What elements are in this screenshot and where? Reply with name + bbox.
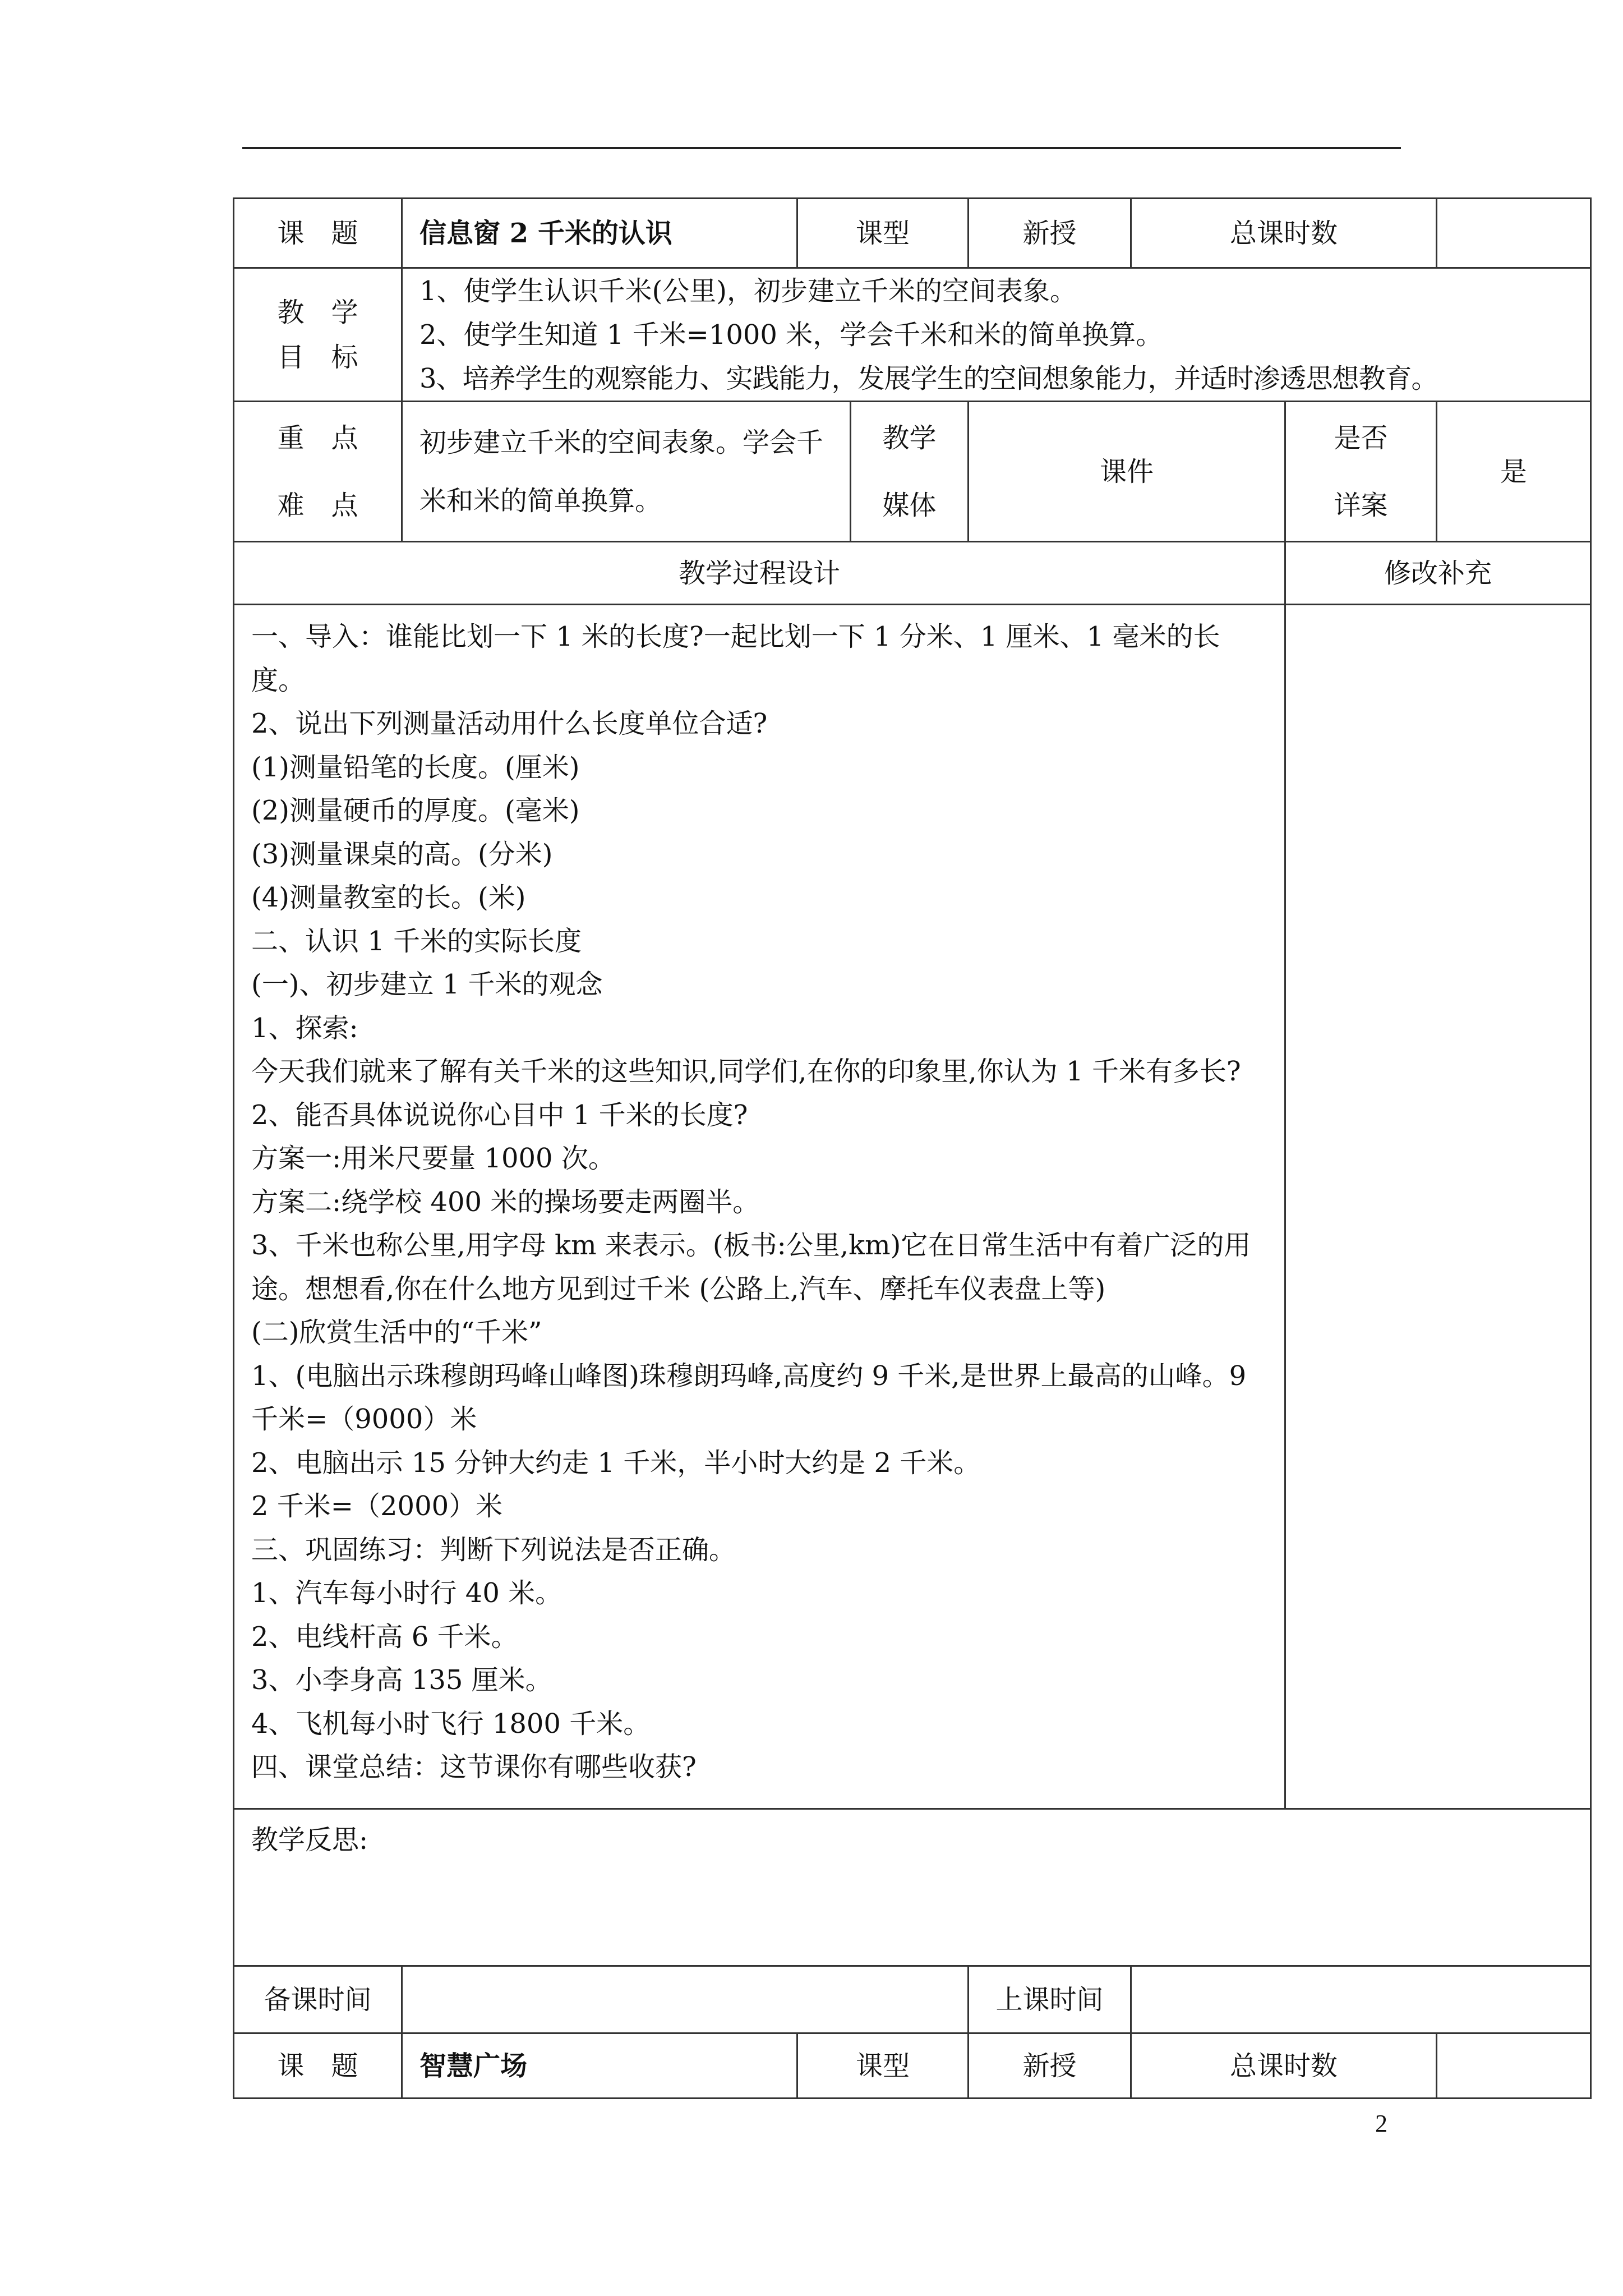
keypoints-label-line1: 重 点	[277, 422, 358, 454]
topic-row	[234, 199, 1591, 268]
process-line: 1、探索:	[251, 1012, 358, 1044]
process-line: 一、导入：谁能比划一下 1 米的长度?一起比划一下 1 分米、1 厘米、1 毫米的长度。	[251, 621, 1220, 696]
reflection-row	[234, 1809, 1591, 1966]
keypoints-label	[234, 402, 402, 542]
process-header: 教学过程设计	[234, 542, 1285, 605]
goal-item: 1、使学生认识千米(公里)，初步建立千米的空间表象。	[419, 275, 1077, 307]
total-hours-label: 总课时数	[1131, 199, 1437, 268]
process-line: (3)测量课桌的高。(分米)	[251, 838, 553, 870]
process-line: (4)测量教室的长。(米)	[251, 882, 526, 913]
next-lesson-type-value: 新授	[969, 2033, 1131, 2099]
process-line: 四、课堂总结：这节课你有哪些收获?	[251, 1751, 697, 1783]
process-line: 二、认识 1 千米的实际长度	[251, 925, 582, 957]
detail-label	[1285, 402, 1437, 542]
next-total-hours-value	[1437, 2033, 1591, 2099]
prep-time-value[interactable]	[402, 1966, 969, 2033]
process-row	[234, 605, 1591, 1809]
process-line: (一)、初步建立 1 千米的观念	[251, 969, 603, 1000]
page-number: 2	[1375, 2110, 1387, 2137]
reflection-label: 教学反思:	[251, 1824, 368, 1856]
process-line: 3、小李身高 135 厘米。	[251, 1664, 552, 1696]
next-total-hours-label: 总课时数	[1131, 2033, 1437, 2099]
goals-label-line1: 教 学	[277, 296, 358, 328]
topic-label: 课 题	[234, 199, 402, 268]
process-line: 今天我们就来了解有关千米的这些知识,同学们,在你的印象里,你认为 1 千米有多长?	[251, 1056, 1241, 1087]
goals-label	[234, 268, 402, 402]
goal-item: 3、培养学生的观察能力、实践能力，发展学生的空间想象能力，并适时渗透思想教育。	[419, 362, 1438, 394]
process-line: 1、汽车每小时行 40 米。	[251, 1577, 562, 1609]
lesson-type-label: 课型	[797, 199, 969, 268]
revision-content[interactable]	[1285, 605, 1591, 1809]
process-header-row	[234, 542, 1591, 605]
lesson-type-value: 新授	[969, 199, 1131, 268]
next-topic-value: 智慧广场	[402, 2033, 797, 2099]
process-line: 方案二:绕学校 400 米的操场要走两圈半。	[251, 1186, 760, 1218]
media-label	[851, 402, 969, 542]
process-line: (2)测量硬币的厚度。(毫米)	[251, 795, 580, 826]
process-line: 2、电线杆高 6 千米。	[251, 1621, 518, 1653]
header-rule	[242, 147, 1401, 149]
process-line: 2、说出下列测量活动用什么长度单位合适?	[251, 708, 768, 739]
media-value: 课件	[969, 402, 1285, 542]
detail-label-line1: 是否	[1334, 422, 1388, 454]
process-line: 3、千米也称公里,用字母 km 来表示。(板书:公里,km)它在日常生活中有着广泛的用途。想想看,你在什么地方见到过千米 (公路上,汽车、摩托车仪表盘上等)	[251, 1230, 1251, 1305]
next-topic-label: 课 题	[234, 2033, 402, 2099]
goals-content	[402, 268, 1591, 402]
goals-label-line2: 目 标	[277, 341, 358, 373]
process-line: (1)测量铅笔的长度。(厘米)	[251, 751, 580, 783]
next-lesson-type-label: 课型	[797, 2033, 969, 2099]
keypoints-label-line2: 难 点	[277, 489, 358, 521]
process-content	[234, 605, 1285, 1809]
keypoints-value: 初步建立千米的空间表象。学会千米和米的简单换算。	[402, 402, 851, 542]
reflection-cell[interactable]	[234, 1809, 1591, 1966]
lesson-plan-table	[233, 197, 1592, 2099]
next-topic-row	[234, 2033, 1591, 2099]
class-time-value[interactable]	[1131, 1966, 1591, 2033]
topic-value: 信息窗 2 千米的认识	[402, 199, 797, 268]
keypoints-row	[234, 402, 1591, 542]
process-line: (二)欣赏生活中的“千米”	[251, 1317, 542, 1348]
media-label-line2: 媒体	[882, 489, 937, 521]
detail-value: 是	[1437, 402, 1591, 542]
prep-time-label: 备课时间	[234, 1966, 402, 2033]
process-line: 4、飞机每小时飞行 1800 千米。	[251, 1708, 651, 1740]
class-time-label: 上课时间	[969, 1966, 1131, 2033]
process-line: 方案一:用米尺要量 1000 次。	[251, 1143, 615, 1174]
process-line: 2 千米=（2000）米	[251, 1490, 503, 1522]
goals-row	[234, 268, 1591, 402]
process-line: 1、(电脑出示珠穆朗玛峰山峰图)珠穆朗玛峰,高度约 9 千米,是世界上最高的山峰。9 千米=（9000）米	[251, 1360, 1247, 1435]
detail-label-line2: 详案	[1334, 489, 1388, 521]
media-label-line1: 教学	[882, 422, 937, 454]
process-line: 2、能否具体说说你心目中 1 千米的长度?	[251, 1099, 748, 1131]
goal-item: 2、使学生知道 1 千米=1000 米，学会千米和米的简单换算。	[419, 319, 1163, 351]
total-hours-value	[1437, 199, 1591, 268]
revision-header: 修改补充	[1285, 542, 1591, 605]
time-row	[234, 1966, 1591, 2033]
process-line: 2、电脑出示 15 分钟大约走 1 千米，半小时大约是 2 千米。	[251, 1447, 981, 1479]
process-line: 三、巩固练习：判断下列说法是否正确。	[251, 1534, 736, 1566]
